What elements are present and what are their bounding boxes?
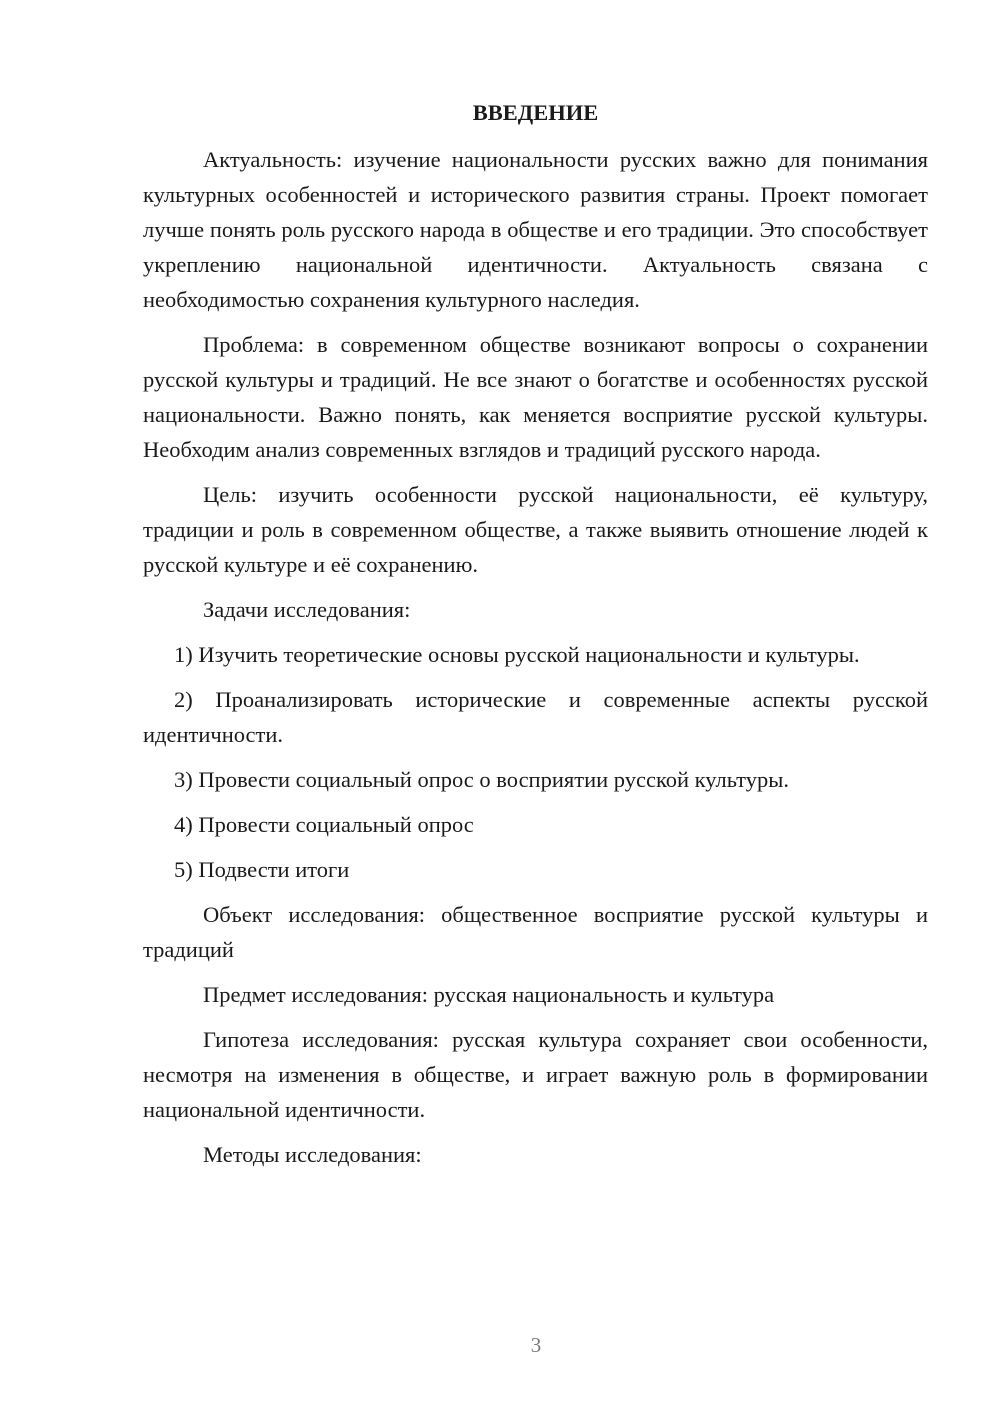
hypothesis-paragraph: Гипотеза исследования: русская культура сохраняет свои особенности, несмотря на изменения в обществе, и играет важную роль в формировании национальной идентичности. <box>143 1027 928 1122</box>
object-paragraph: Объект исследования: общественное восприятие русской культуры и традиций <box>143 902 928 962</box>
relevance-paragraph: Актуальность: изучение национальности русских важно для понимания культурных особенностей и исторического развития страны. Проект помогает лучше понять роль русского народа в обществе и его традиции. Это способствует укреплению национальной идентичности. Актуальность связана с необходимостью сохранения культурного наследия. <box>143 147 928 312</box>
methods-paragraph: Методы исследования: <box>203 1142 422 1167</box>
list-item: 3) Провести социальный опрос о восприятии русской культуры. <box>174 767 789 792</box>
page-number: 3 <box>530 1333 542 1357</box>
problem-paragraph: Проблема: в современном обществе возникают вопросы о сохранении русской культуры и традиций. Не все знают о богатстве и особенностях русской национальности. Важно понять, как меняется восприятие русской культуры. Необходим анализ современных взглядов и традиций русского народа. <box>143 332 928 462</box>
list-item: 1) Изучить теоретические основы русской национальности и культуры. <box>174 642 860 667</box>
list-item: 2) Проанализировать исторические и современные аспекты русской идентичности. <box>143 687 928 747</box>
list-item: 4) Провести социальный опрос <box>174 812 474 837</box>
tasks-title: Задачи исследования: <box>203 597 411 622</box>
page-content <box>143 95 928 1182</box>
goal-paragraph: Цель: изучить особенности русской национальности, её культуру, традиции и роль в современном обществе, а также выявить отношение людей к русской культуре и её сохранению. <box>143 482 928 577</box>
tasks-list <box>143 637 928 887</box>
subject-paragraph: Предмет исследования: русская национальность и культура <box>203 982 775 1007</box>
list-item: 5) Подвести итоги <box>174 857 350 882</box>
page-title: ВВЕДЕНИЕ <box>472 100 599 125</box>
